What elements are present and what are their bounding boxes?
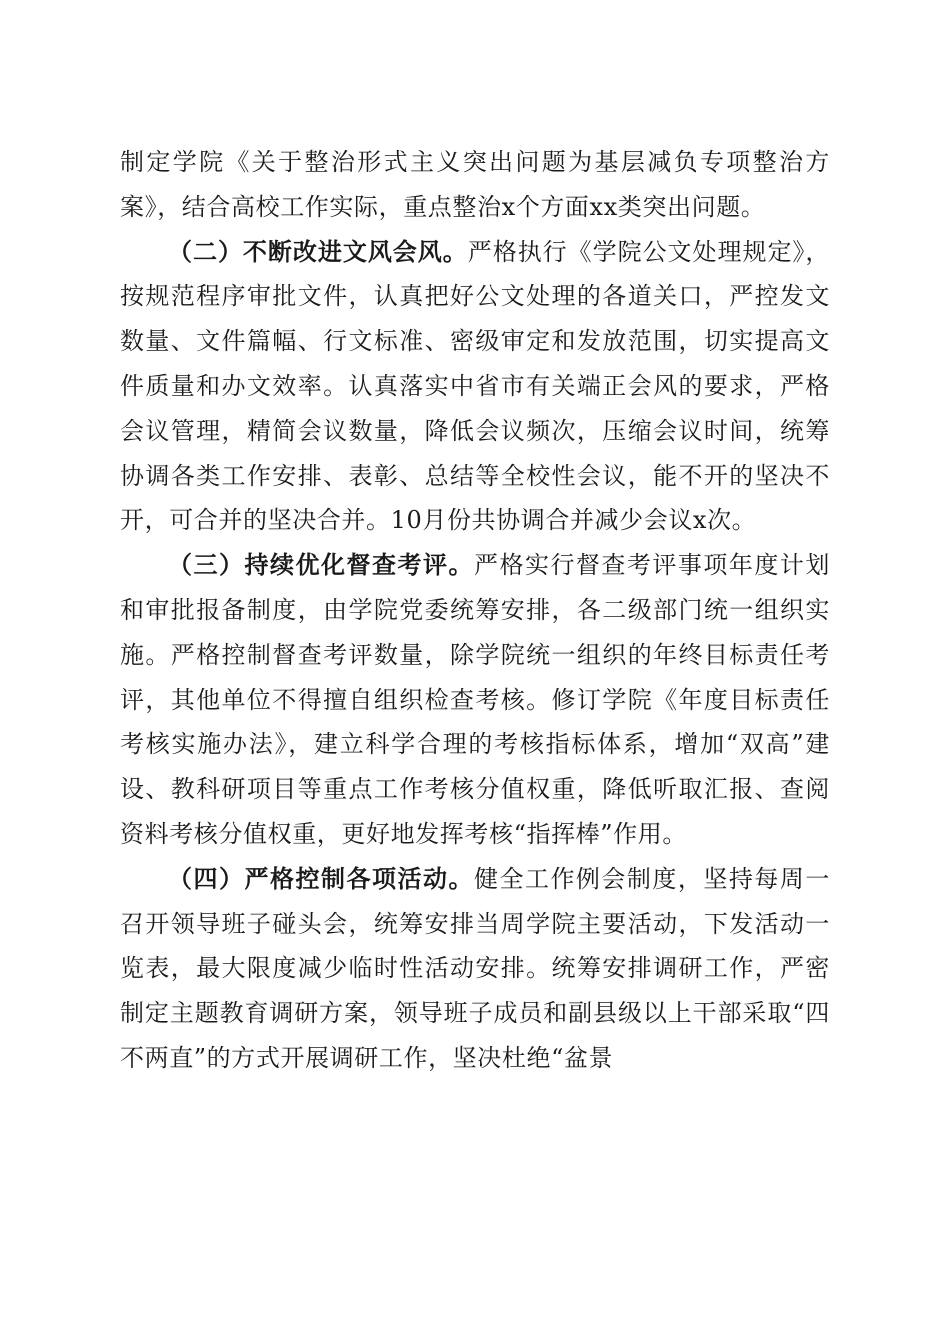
paragraph-section-2 <box>120 230 830 544</box>
section-heading: （三）持续优化督查考评。 <box>168 550 474 580</box>
paragraph-section-4 <box>120 857 830 1081</box>
paragraph-text: 严格执行《学院公文处理规定》，按规范程序审批文件，认真把好公文处理的各道关口，严控发文数量、文件篇幅、行文标准、密级审定和发放范围，切实提高文件质量和办文效率。认真落实中省市有关端正会风的要求，严格会议管理，精简会议数量，降低会议频次，压缩会议时间，统筹协调各类工作安排、表彰、总结等全校性会议，能不开的坚决不开，可合并的坚决合并。10月份共协调合并减少会议x次。 <box>120 237 831 535</box>
document-body <box>120 140 830 1081</box>
paragraph-text: 制定学院《关于整治形式主义突出问题为基层减负专项整治方案》，结合高校工作实际，重点整治x个方面xx类突出问题。 <box>120 148 830 221</box>
paragraph-text: 健全工作例会制度，坚持每周一召开领导班子碰头会，统筹安排当周学院主要活动，下发活动一览表，最大限度减少临时性活动安排。统筹安排调研工作，严密制定主题教育调研方案，领导班子成员和副县级以上干部采取“四不两直”的方式开展调研工作，坚决杜绝“盆景 <box>120 864 830 1072</box>
paragraph-continuation <box>120 140 830 230</box>
paragraph-text: 严格实行督查考评事项年度计划和审批报备制度，由学院党委统筹安排，各二级部门统一组织实施。严格控制督查考评数量，除学院统一组织的年终目标责任考评，其他单位不得擅自组织检查考核。修订学院《年度目标责任考核实施办法》，建立科学合理的考核指标体系，增加“双高”建设、教科研项目等重点工作考核分值权重，降低听取汇报、查阅资料考核分值权重，更好地发挥考核“指挥棒”作用。 <box>120 551 830 848</box>
section-heading: （二）不断改进文风会风。 <box>168 236 468 266</box>
paragraph-section-3 <box>120 543 830 857</box>
section-heading: （四）严格控制各项活动。 <box>168 863 474 893</box>
